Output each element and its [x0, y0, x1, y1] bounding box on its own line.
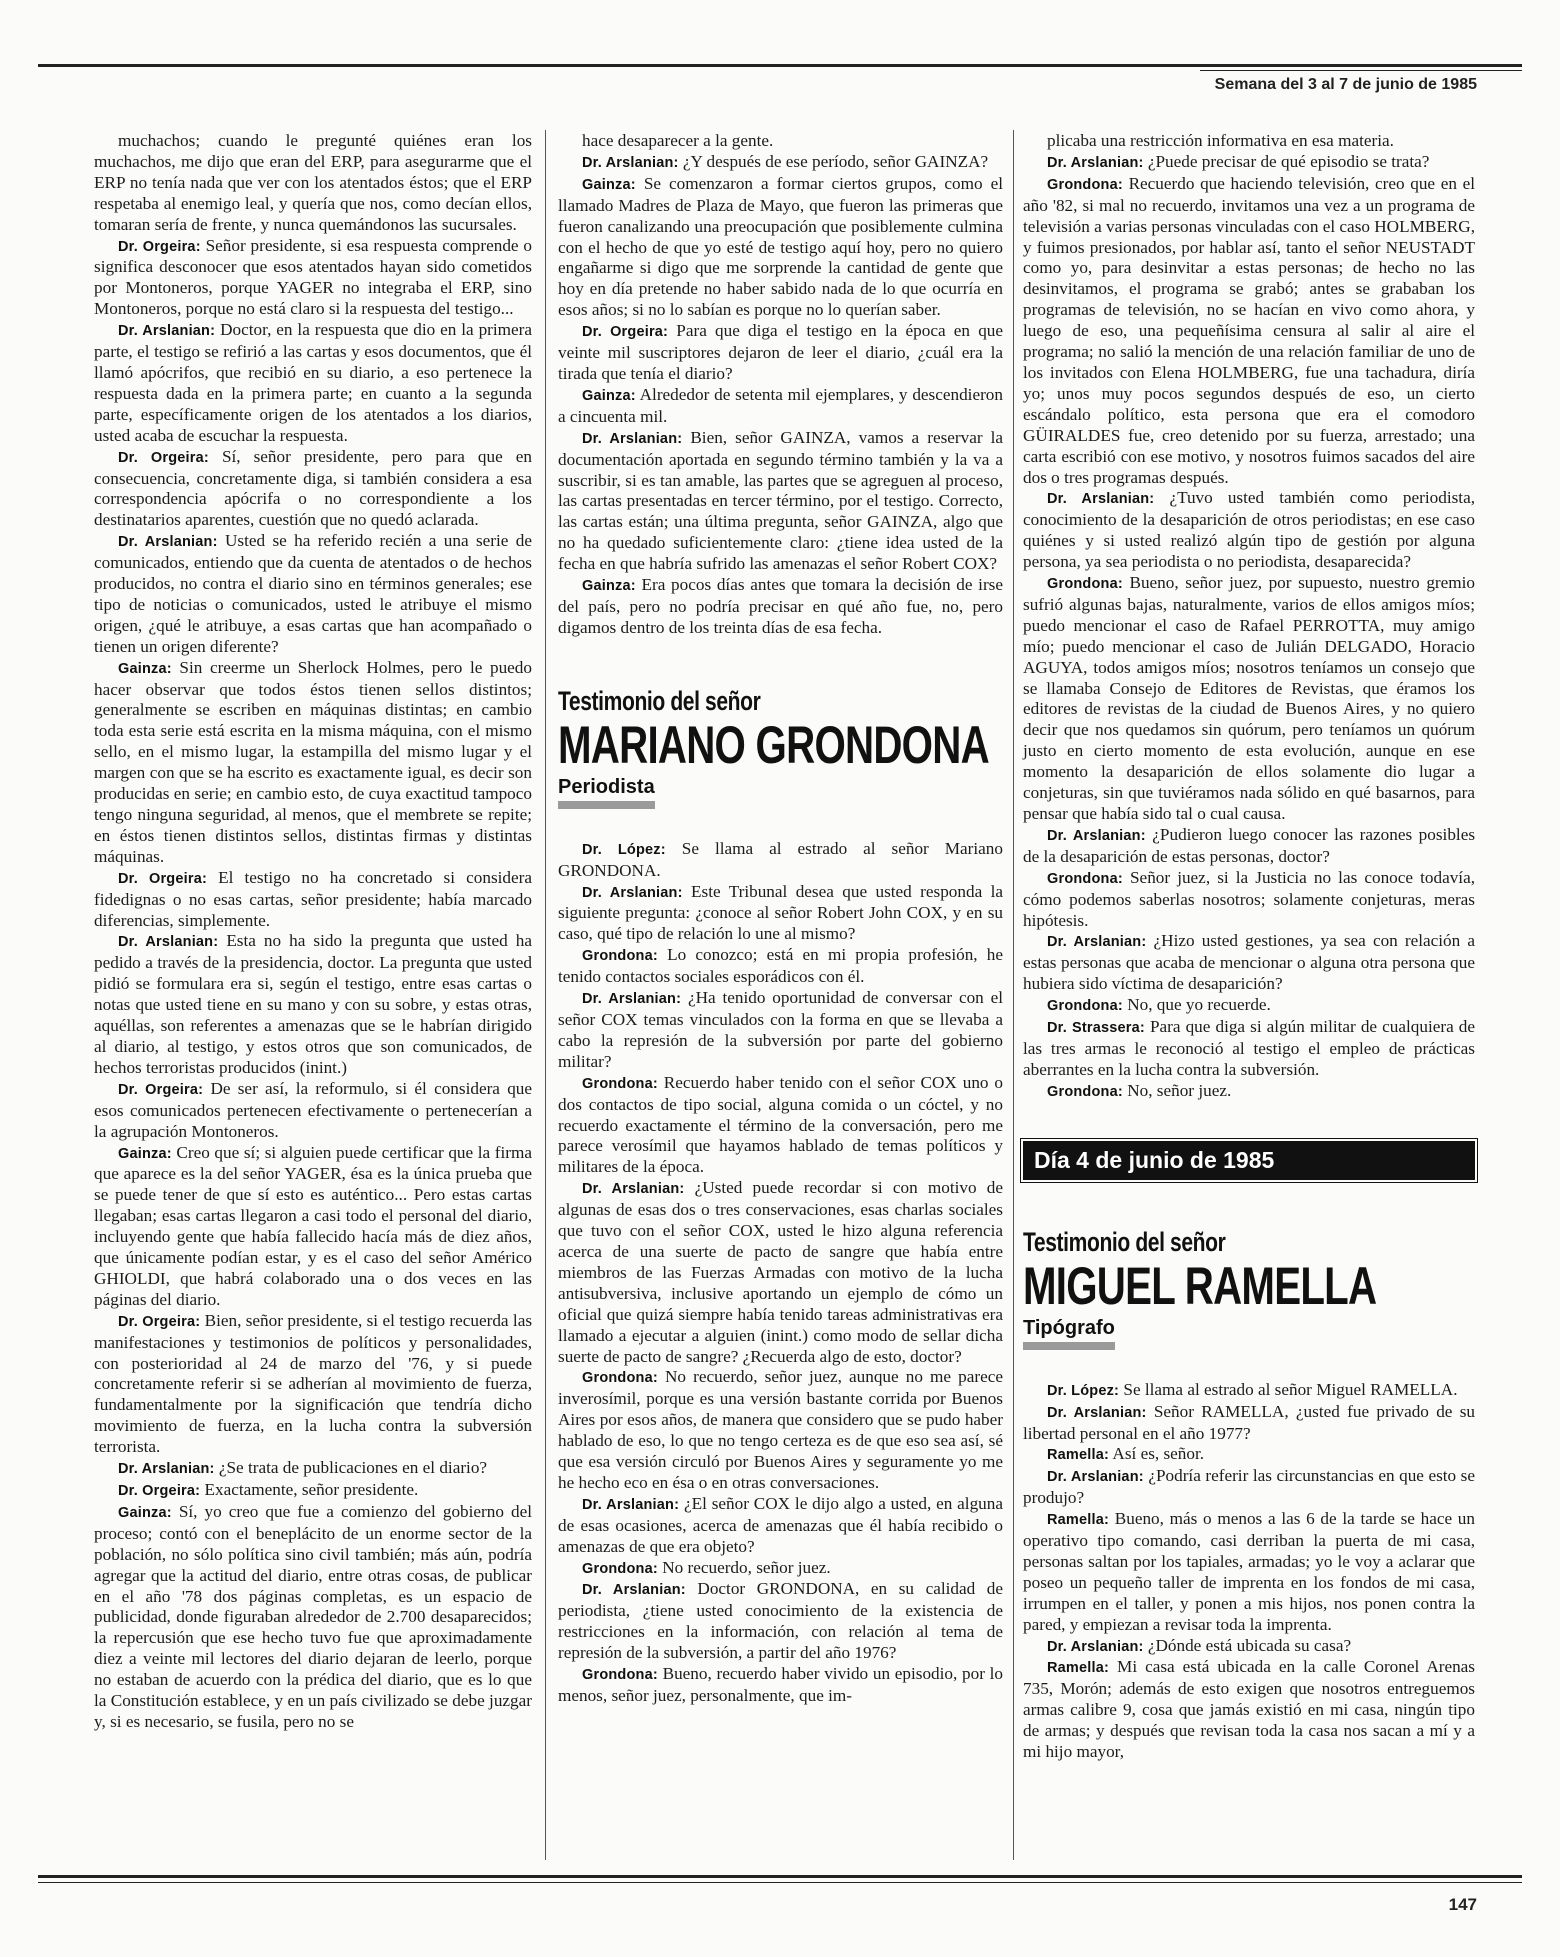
paragraph: [558, 131, 1003, 152]
speaker-label: Dr. Orgeira:: [118, 449, 209, 466]
speaker-label: Dr. Arslanian:: [1047, 491, 1155, 508]
turn-text: Alrededor de setenta mil ejemplares, y descendieron a cincuenta mil.: [558, 384, 1003, 426]
testimony-turn: [558, 321, 1003, 385]
turn-text: Bien, señor presidente, si el testigo recuerda las manifestaciones y testimonios de políticos y personalidades, con posterioridad al 24 de marzo del '76, y si puede concretamente referir si se adherían al movimiento de fuerza, fundamentalmente por la significación que tendría dicho movimiento de fuerza, en la lucha contra la subversión terrorista.: [94, 1310, 533, 1457]
turn-text: Se comenzaron a formar ciertos grupos, como el llamado Madres de Plaza de Mayo, que fueron las primeras que fueron canalizando una preocupación que posiblemente culmina con el hecho de que yo esté de testigo aquí hoy, pero no quiero engañarme si digo que me sorprende la cantidad de gente que hoy en día pretende no haber sabido nada de lo que ocurría en esos años; si no lo sabían es porque no lo querían saber.: [558, 173, 1003, 320]
turn-text: ¿Ha tenido oportunidad de conversar con el señor COX temas vinculados con la forma en que se llevaba a cabo la represión de la subversión por parte del gobierno militar?: [558, 988, 1004, 1071]
paragraph-text: muchachos; cuando le pregunté quiénes eran los muchachos, me dijo que eran del ERP, para asegurarme que el ERP no tenía nada que ver con los atentados éstos; que el ERP respetaba al enemigo leal, y quería que nos, como decían ellos, tomaran sería de frente, y nunca quemándonos las sucursales.: [94, 131, 532, 234]
speaker-label: Dr. Orgeira:: [118, 870, 207, 887]
turn-text: Se llama al estrado al señor Miguel RAMELLA.: [1123, 1379, 1458, 1399]
speaker-label: Grondona:: [1047, 998, 1123, 1015]
speaker-label: Gainza:: [582, 578, 636, 595]
witness-name: MIGUEL RAMELLA: [1023, 1256, 1377, 1316]
testimony-turn: [94, 236, 532, 321]
testimony-turn: [558, 945, 1003, 988]
turn-text: Creo que sí; si alguien puede certificar que la firma que aparece es la del señor YAGER, ésa es la única prueba que se puede tener de que sí esto es auténtico... Pero estas cartas llegaban; esas cartas llegaron a casi todo el personal del diario, incluyendo gente que había fallecido hacía más de diez años, que únicamente podían estar, y es el caso del señor Américo GHIOLDI, que habrá colaborado una o dos veces en las páginas del diario.: [94, 1142, 532, 1309]
turn-text: Para que diga el testigo en la época en que veinte mil suscriptores dejaron de leer el diario, ¿cuál era la tirada que tenía el diario?: [558, 321, 1004, 383]
speaker-label: Dr. Arslanian:: [1047, 1638, 1144, 1655]
header-rule-short: [1200, 70, 1522, 71]
speaker-label: Dr. Arslanian:: [118, 934, 219, 951]
testimony-kicker: Testimonio del señor: [558, 685, 761, 716]
turn-text: ¿Puede precisar de qué episodio se trata?: [1147, 151, 1430, 171]
witness-role: Periodista: [558, 775, 655, 809]
turn-text: ¿Pudieron luego conocer las razones posibles de la desaparición de estas personas, doctor?: [1023, 824, 1476, 866]
turn-text: ¿Dónde está ubicada su casa?: [1147, 1635, 1352, 1655]
speaker-label: Grondona:: [1047, 576, 1123, 593]
witness-name: MARIANO GRONDONA: [558, 715, 989, 775]
turn-text: Mi casa está ubicada en la calle Coronel Arenas 735, Morón; además de esto exigen que nosotros entreguemos armas calibre 9, cosa que jamás existió en mi casa, ningún tipo de armas; y después que revisan toda la casa nos sacan a mí y a mi hijo mayor,: [1023, 1657, 1475, 1762]
testimony-turn: [558, 152, 1003, 174]
header-rule: [38, 64, 1522, 67]
speaker-label: Gainza:: [118, 1504, 172, 1521]
paragraph: [1023, 131, 1475, 152]
speaker-label: Dr. López:: [1047, 1382, 1120, 1399]
turn-text: ¿Se trata de publicaciones en el diario?: [218, 1458, 488, 1478]
speaker-label: Grondona:: [1047, 870, 1123, 887]
footer-rule: [38, 1875, 1522, 1878]
testimony-turn: [558, 174, 1003, 321]
turn-text: Señor presidente, si esa respuesta comprende o significa desconocer que esos atentados hayan sido cometidos por Montoneros, porque YAGER no integraba el ERP, sino Montoneros, porque no está claro si la respuesta del testigo...: [94, 235, 532, 319]
testimony-turn: [94, 447, 532, 532]
speaker-label: Dr. Arslanian:: [118, 1461, 215, 1478]
speaker-label: Dr. Arslanian:: [582, 884, 683, 901]
turn-text: Bueno, más o menos a las 6 de la tarde se hace un operativo tipo comando, casi derriban la puerta de mi casa, personas saltan por los tapiales, armadas; yo le voy a aclarar que poseo un pequeño taller de imprenta en los fondos de mi casa, irrumpen en el taller, y ponen a mis hijos, nos ponen contra la pared, y empiezan a revisar toda la imprenta.: [1023, 1509, 1475, 1634]
speaker-label: Gainza:: [582, 387, 636, 404]
testimony-turn: [94, 1458, 532, 1480]
turn-text: De ser así, la reformulo, si él considera que esos comunicados pertenecen efectivamente o pertenecerían a la agrupación Montoneros.: [94, 1078, 533, 1141]
turn-text: ¿Usted puede recordar si con motivo de algunas de esas dos o tres conservaciones, esas charlas sociales que tuvo con el señor COX, usted le hizo alguna referencia acerca de una suerte de pacto de sangre que había entre miembros de las Fuerzas Armadas con motivo de la lucha antisubversiva, inclusive aportando un ejemplo de cómo un oficial que quizá siempre había tenido tareas administrativas era llamado a ejecutar a alguien (inint.) como modo de sellar dicha suerte de pacto de sangre? ¿Recuerda algo de esto, doctor?: [558, 1178, 1004, 1366]
speaker-label: Dr. Strassera:: [1047, 1020, 1145, 1037]
turn-text: No recuerdo, señor juez.: [662, 1557, 831, 1577]
text-column-3: [1023, 131, 1475, 1763]
turn-text: Bien, señor GAINZA, vamos a reservar la documentación aportada en segundo término también y la va a suscribir, si es tan amable, las partes que se agreguen al proceso, las cartas presentadas en tercer término, por el testigo. Correcto, las cartas están; una última pregunta, señor GAINZA, algo que no ha quedado suficientemente claro: ¿tiene idea usted de la fecha en que habría sufrido las amenazas el señor Robert COX?: [558, 427, 1004, 574]
testimony-turn: [1023, 573, 1475, 825]
speaker-label: Grondona:: [582, 948, 658, 965]
turn-text: ¿Podría referir las circunstancias en que esto se produjo?: [1023, 1466, 1475, 1508]
testimony-turn: [558, 839, 1003, 882]
speaker-label: Dr. Arslanian:: [1047, 1469, 1144, 1486]
issue-date: Semana del 3 al 7 de junio de 1985: [1214, 76, 1477, 93]
testimony-turn: [558, 1367, 1003, 1493]
turn-text: No, que yo recuerde.: [1127, 995, 1271, 1015]
turn-text: Sin creerme un Sherlock Holmes, pero le puedo hacer observar que todos éstos tienen sellos distintos; generalmente se escriben en máquinas distintas; en cambio toda esta serie está escrita en la misma máquina, con el mismo sello, en el mismo lugar, la estampilla del mismo lugar y el margen con que se ha escrito es exactamente igual, es decir son producidas en serie; en cambio esto, de cuya exactitud tampoco tengo ninguna seguridad, al menos, que el membrete se repite; en éstos tienen distintos sellos, distintas firmas y distintas máquinas.: [94, 657, 532, 866]
speaker-label: Gainza:: [582, 176, 636, 193]
turn-text: El testigo no ha concretado si considera fidedignas o no esas cartas, señor presidente; había marcado diferencias, simplemente.: [94, 867, 532, 930]
turn-text: ¿El señor COX le dijo algo a usted, en alguna de esas ocasiones, acerca de amenazas que él había recibido o amenazas de que era objeto?: [558, 1493, 1003, 1556]
day-banner: Día 4 de junio de 1985: [1023, 1141, 1475, 1180]
testimony-turn: [1023, 1636, 1475, 1658]
testimony-turn: [1023, 1402, 1475, 1445]
turn-text: Usted se ha referido recién a una serie de comunicados, entiendo que da cuenta de atentados o de hechos producidos, no contra el diario sino en términos generales; ese tipo de noticias o comunicados, usted le atribuye el mismo origen, ¿qué le atribuye, a esas cartas que han acompañado o tienen un origen diferente?: [94, 531, 533, 656]
column-divider: [1013, 130, 1014, 1860]
speaker-label: Dr. Arslanian:: [118, 323, 216, 340]
speaker-label: Dr. López:: [582, 841, 666, 858]
speaker-label: Dr. Arslanian:: [1047, 827, 1146, 844]
turn-text: Bueno, recuerdo haber vivido un episodio, por lo menos, señor juez, personalmente, que im-: [558, 1664, 1004, 1705]
turn-text: No recuerdo, señor juez, aunque no me parece inverosímil, porque es una versión bastante corrida por Buenos Aires por esos años, de manera que considero que se pudo haber hablado de eso, lo que no tengo certeza es de que eso sea así, sé que esa versión circuló por Buenos Aires y seguramente yo me he hecho eco en ésa o en otras conversaciones.: [558, 1367, 1003, 1492]
speaker-label: Ramella:: [1047, 1512, 1110, 1529]
speaker-label: Ramella:: [1047, 1447, 1110, 1464]
turn-text: Doctor, en la respuesta que dio en la primera parte, el testigo se refirió a las cartas y esos documentos, que él llamó apócrifos, que recibió en su diario, a eso pertenece la respuesta dada en la primera parte; en cuanto a la segunda parte, específicamente origen de los atentados a los diarios, usted acaba de escuchar la respuesta.: [94, 320, 533, 445]
column-divider: [545, 130, 546, 1860]
testimony-turn: [1023, 174, 1475, 489]
testimony-turn: [558, 1558, 1003, 1580]
testimony-turn: [1023, 1081, 1475, 1103]
turn-text: Señor RAMELLA, ¿usted fue privado de su libertad personal en el año 1977?: [1023, 1401, 1476, 1443]
speaker-label: Grondona:: [1047, 1083, 1123, 1100]
testimony-turn: [558, 988, 1003, 1073]
speaker-label: Dr. Orgeira:: [118, 238, 201, 255]
speaker-label: Dr. Arslanian:: [118, 534, 218, 551]
turn-text: Sí, yo creo que fue a comienzo del gobierno del proceso; contó con el beneplácito de un enorme sector de la población, no sólo política sino civil también; más aún, podría agregar que la actitud del diario, entre otras cosas, de publicar en el año '78 dos páginas completas, es un espacio de publicidad, donde figuraban alrededor de 2.700 desaparecidos; la repercusión que ese hecho tuvo fue que aproximadamente diez a veinte mil lectores del diario dejaran de leerlo, porque no estaban de acuerdo con la prédica del diario, que es lo que la Constitución establece, y en un país civilizado se debe juzgar y, si es necesario, se fusila, pero no se: [94, 1501, 533, 1731]
testimony-turn: [94, 1311, 532, 1458]
speaker-label: Dr. Orgeira:: [582, 324, 669, 341]
testimony-turn: [558, 1494, 1003, 1558]
paragraph-text: plicaba una restricción informativa en esa materia.: [1047, 131, 1394, 150]
testimony-turn: [558, 1664, 1003, 1707]
page-number: 147: [1448, 1895, 1477, 1914]
turn-text: No, señor juez.: [1127, 1080, 1232, 1100]
testimony-turn: [94, 1079, 532, 1143]
testimony-turn: [558, 428, 1003, 575]
testimony-kicker: Testimonio del señor: [1023, 1226, 1226, 1257]
witness-role: Tipógrafo: [1023, 1316, 1115, 1350]
turn-text: ¿Y después de ese período, señor GAINZA?: [682, 151, 989, 171]
turn-text: Recuerdo que haciendo televisión, creo que en el año '82, si mal no recuerdo, invitamos una vez a un programa de televisión a varias personas vinculadas con el caso HOLMBERG, y fuimos presionados, por hablar así, tanto el señor NEUSTADT como yo, para desinvitar a estas personas; de hecho no las desinvitamos, el programa se grabó; antes se grababan los programas de televisión, no se hacían en vivo como ahora, y luego de eso, una pequeñísima censura al salir al aire el programa; no salió la mención de una relación familiar de uno de los invitados con Elena HOLMBERG, fue una tachadura, diría yo; unos muy pocos segundos después de eso, un cierto escándalo político, esta persona que era el comodoro GÜIRALDES fue, creo detenido por su fuerza, arrestado; una carta escribió con ese motivo, y nosotros fuimos sacados del aire dos o tres programas después.: [1023, 173, 1476, 487]
turn-text: Para que diga si algún militar de cualquiera de las tres armas le reconoció al testigo el empleo de prácticas aberrantes en la lucha contra la subversión.: [1023, 1017, 1476, 1079]
testimony-turn: [1023, 1509, 1475, 1635]
speaker-label: Dr. Orgeira:: [118, 1313, 201, 1330]
testimony-turn: [1023, 1380, 1475, 1402]
testimony-turn: [94, 1502, 532, 1733]
turn-text: Era pocos días antes que tomara la decisión de irse del país, pero no podría precisar en qué año fue, no, pero digamos dentro de los treinta días de esa fecha.: [558, 575, 1003, 637]
speaker-label: Dr. Arslanian:: [582, 991, 682, 1008]
testimony-turn: [94, 320, 532, 446]
speaker-label: Dr. Arslanian:: [582, 1582, 686, 1599]
testimony-turn: [1023, 1657, 1475, 1763]
turn-text: Doctor GRONDONA, en su calidad de periodista, ¿tiene usted conocimiento de la existencia de restricciones en la información, con relación al tema de represión de la subversión, a partir del año 1976?: [558, 1579, 1003, 1663]
testimony-turn: [1023, 1444, 1475, 1466]
testimony-turn: [1023, 825, 1475, 868]
testimony-turn: [94, 1143, 532, 1311]
speaker-label: Gainza:: [118, 660, 172, 677]
turn-text: ¿Hizo usted gestiones, ya sea con relación a estas personas que acaba de mencionar o alguna otra persona que hubiera sido víctima de desaparición?: [1023, 931, 1476, 994]
turn-text: Lo conozco; está en mi propia profesión, he tenido contactos sociales esporádicos con él.: [558, 945, 1004, 987]
speaker-label: Ramella:: [1047, 1660, 1110, 1677]
turn-text: Señor juez, si la Justicia no las conoce todavía, cómo podemos saberlas nosotros; solamente conjeturas, meras hipótesis.: [1023, 867, 1475, 930]
turn-text: Así es, señor.: [1112, 1444, 1205, 1464]
testimony-turn: [94, 868, 532, 932]
speaker-label: Gainza:: [118, 1145, 172, 1162]
turn-text: Se llama al estrado al señor Mariano GRONDONA.: [558, 838, 1003, 880]
turn-text: Exactamente, señor presidente.: [204, 1480, 419, 1499]
testimony-turn: [558, 575, 1003, 639]
testimony-heading: [1023, 1226, 1475, 1350]
speaker-label: Dr. Arslanian:: [1047, 154, 1144, 171]
speaker-label: Grondona:: [582, 1370, 658, 1387]
testimony-turn: [558, 1178, 1003, 1367]
paragraph: [94, 131, 532, 236]
turn-text: Esta no ha sido la pregunta que usted ha pedido a través de la presidencia, doctor. La pregunta que usted pidió se formulara era si, según el testigo, entre esas cartas o notas que usted tiene en su mano y con su sobre, y estas otras, aquéllas, son referentes a amenazas que se le habrían dirigido al diario, al testigo, y estos otros que son comunicados, de hechos terroristas producidos (inint.): [94, 931, 533, 1077]
testimony-turn: [1023, 931, 1475, 995]
testimony-turn: [558, 1073, 1003, 1179]
testimony-turn: [1023, 868, 1475, 932]
testimony-turn: [94, 531, 532, 657]
testimony-turn: [558, 1579, 1003, 1664]
speaker-label: Dr. Arslanian:: [582, 1181, 685, 1198]
testimony-turn: [1023, 488, 1475, 573]
paragraph-text: hace desaparecer a la gente.: [582, 131, 774, 150]
testimony-turn: [94, 931, 532, 1078]
speaker-label: Dr. Arslanian:: [1047, 934, 1147, 951]
speaker-label: Dr. Orgeira:: [118, 1483, 201, 1499]
speaker-label: Grondona:: [1047, 176, 1123, 193]
turn-text: Recuerdo haber tenido con el señor COX uno o dos contactos de tipo social, alguna comida o un cóctel, y no recuerdo exactamente el término de la conversación, pero me parece verosímil que hayamos hablado de temas políticos y militares de la época.: [558, 1072, 1003, 1177]
testimony-turn: [94, 658, 532, 868]
turn-text: Este Tribunal desea que usted responda la siguiente pregunta: ¿conoce al señor Robert John COX, y en su caso, qué tipo de relación lo une al mismo?: [558, 881, 1003, 944]
speaker-label: Dr. Arslanian:: [582, 154, 679, 171]
testimony-turn: [1023, 152, 1475, 174]
text-column-1: [94, 131, 532, 1733]
testimony-turn: [94, 1480, 532, 1502]
turn-text: Sí, señor presidente, pero para que en consecuencia, concretamente diga, si también considera a esa correspondencia apócrifa o no correspondiente a los destinatarios aparentes, cuestión que no quedó aclarada.: [94, 446, 532, 530]
turn-text: ¿Tuvo usted también como periodista, conocimiento de la desaparición de otros periodistas; en ese caso quiénes y si usted realizó algún tipo de gestión por alguna persona, ya sea periodista o no periodista, desaparecida?: [1023, 488, 1475, 572]
testimony-turn: [558, 385, 1003, 428]
testimony-turn: [1023, 1017, 1475, 1081]
testimony-turn: [558, 882, 1003, 946]
footer-rule-thin: [38, 1882, 1522, 1883]
speaker-label: Grondona:: [582, 1667, 658, 1684]
speaker-label: Dr. Orgeira:: [118, 1081, 204, 1098]
testimony-turn: [1023, 1466, 1475, 1509]
turn-text: Bueno, señor juez, por supuesto, nuestro gremio sufrió algunas bajas, naturalmente, varios de ellos amigos míos; puedo mencionar el caso de Rafael PERROTTA, muy amigo mío; puedo mencionar el caso de Julián DELGADO, Horacio AGUYA, todos amigos míos; nosotros teníamos un consejo que se llamaba Consejo de Editores de Revistas, que éramos los editores de revistas de la ciudad de Buenos Aires, y no quiero decir que nos quedamos sin quórum, pero teníamos un quórum justo en cierto momento de esta evolución, aunque en ese momento la desaparición de ellos solamente dio lugar a conjeturas, sin que tuviéramos nada sólido en qué basarnos, para pensar que había sido tal o cual causa.: [1023, 573, 1476, 823]
testimony-turn: [1023, 995, 1475, 1017]
testimony-heading: [558, 685, 1003, 809]
speaker-label: Grondona:: [582, 1560, 658, 1577]
speaker-label: Grondona:: [582, 1075, 658, 1092]
speaker-label: Dr. Arslanian:: [582, 430, 683, 447]
speaker-label: Dr. Arslanian:: [1047, 1404, 1147, 1421]
speaker-label: Dr. Arslanian:: [582, 1496, 680, 1513]
text-column-2: [558, 131, 1003, 1707]
